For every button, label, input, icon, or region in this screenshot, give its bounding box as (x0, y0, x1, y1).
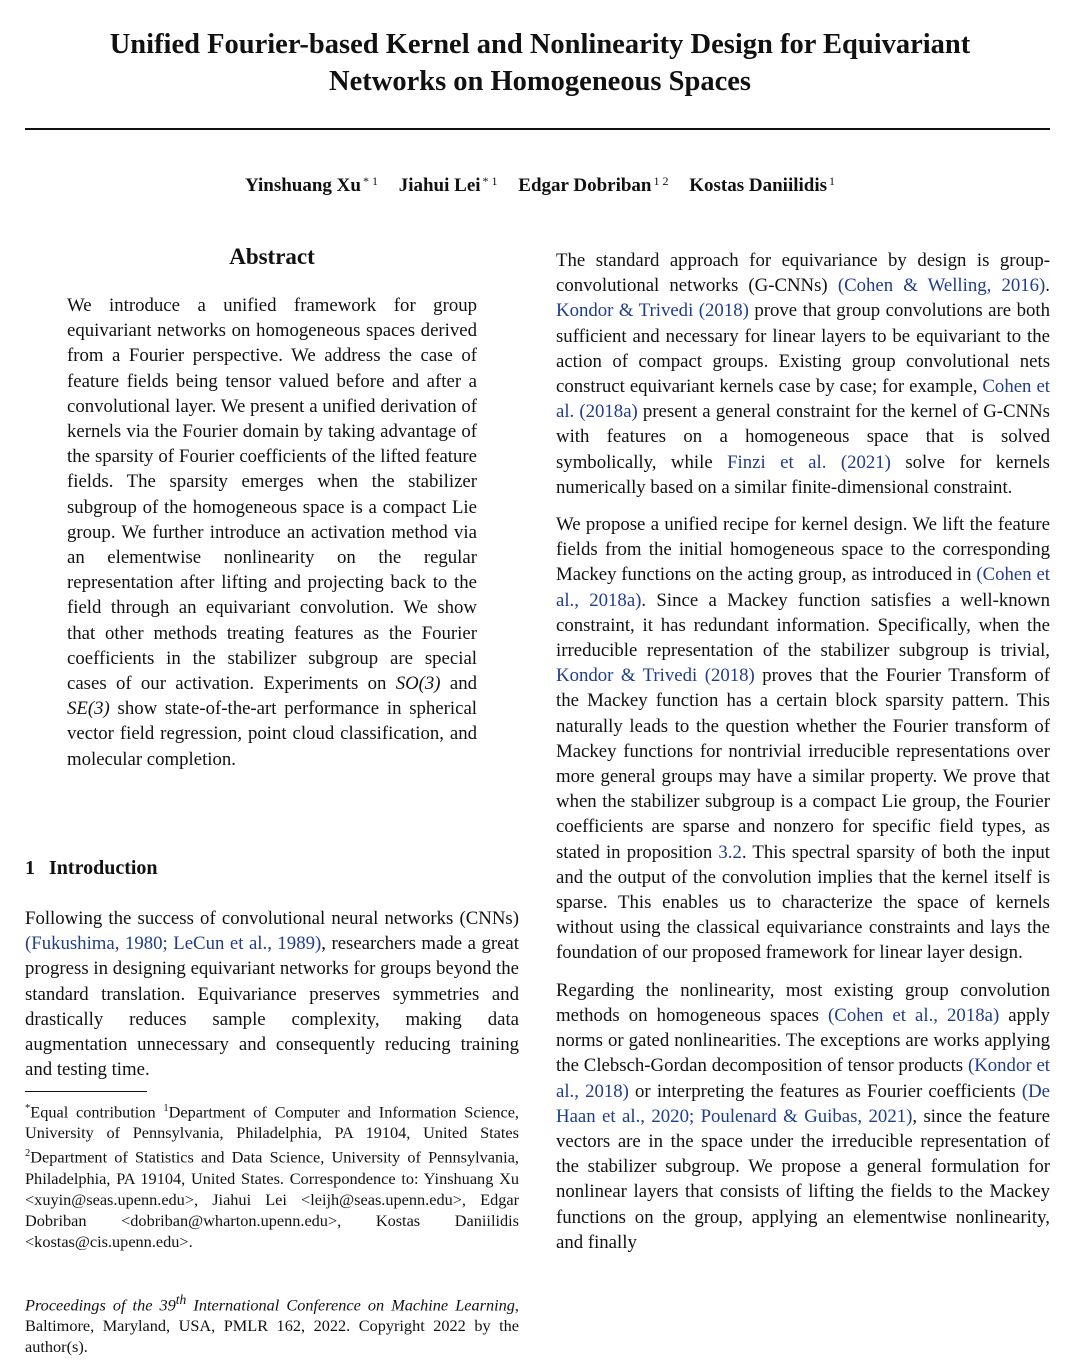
intro-paragraph: Following the success of convolutional neural networks (CNNs) (Fukushima, 1980; LeCun et al., 1989), researchers made a great progress in designing equivariant networks for groups beyond the standard translation. Equivariance preserves symmetries and drastically reduces sample complexity, making data augmentation unnecessary and consequently reducing training and testing time. (25, 908, 519, 1081)
body-text: or interpreting the features as Fourier coefficients (628, 1080, 1022, 1102)
body-text: Regarding the nonlinearity, most existing group convolution methods on homogeneous spaces (556, 979, 1050, 1026)
body-text: . This spectral sparsity of both the input and the output of the convolution implies that the kernel itself is sparse. This enables us to characterize the space of kernels without using the classical equivariance constraints and lays the foundation of our proposed framework for linear layer design. (556, 841, 1050, 964)
body-paragraph-1 (556, 248, 1050, 500)
body-paragraph-3 (556, 978, 1050, 1255)
author: Edgar Dobriban $^{1 2}$ (518, 174, 669, 196)
title-rule (25, 128, 1050, 130)
section-heading-introduction (25, 857, 158, 880)
section-number: 1 (25, 857, 35, 879)
author-list (0, 174, 1080, 197)
paper-title-line-2: Networks on Homogeneous Spaces (329, 66, 751, 97)
author: Jiahui Lei $^{* 1}$ (398, 174, 498, 196)
citation-link[interactable]: (Cohen et al., 2018a) (556, 564, 1050, 611)
math-se3: SE(3) (67, 698, 110, 720)
paper-title-line-1: Unified Fourier-based Kernel and Nonlinearity Design for Equivariant (109, 29, 971, 60)
citation-link[interactable]: (Fukushima, 1980; LeCun et al., 1989) (25, 933, 322, 955)
math-so3: SO(3) (395, 673, 441, 695)
author: Kostas Daniilidis $^1$ (689, 174, 836, 196)
body-text: . (1045, 275, 1050, 297)
right-column (556, 248, 1050, 1267)
body-text: prove that group convolutions are both sufficient and necessary for linear layers to be equivariant to the action of compact groups. Existing group convolutional nets construct equivariant kernels case by case; for example, (556, 300, 1050, 398)
body-text: , since the feature vectors are in the space under the irreducible representation of the stabilizer subgroup. We propose a general formulation for nonlinear layers that consists of lifting the fields to the Mackey functions on the group, applying an elementwise nonlinearity, and finally (556, 1105, 1050, 1253)
proceedings-note: Proceedings of the 39th International Conference on Machine Learning, Baltimore, Maryland, USA, PMLR 162, 2022. Copyright 2022 by the author(s). (25, 1292, 519, 1357)
citation-link[interactable]: Kondor & Trivedi (2018) (556, 665, 755, 687)
citation-link[interactable]: Finzi et al. (2021) (727, 451, 891, 473)
abstract-text: We introduce a unified framework for group equivariant networks on homogeneous spaces derived from a Fourier perspective. We address the case of feature fields being tensor valued before and after a convolutional layer. We present a unified derivation of kernels via the Fourier domain by taking advantage of the sparsity of Fourier coefficients of the lifted feature fields. The sparsity emerges when the stabilizer subgroup of the homogeneous space is a compact Lie group. We further introduce an activation method via an elementwise nonlinearity on the regular representation after lifting and projecting back to the field through an equivariant convolution. We show that other methods treating features as the Fourier coefficients in the stabilizer subgroup are special cases of our activation. Experiments on SO(3) and SE(3) show state-of-the-art performance in spherical vector field regression, point cloud classification, and molecular completion. (67, 295, 477, 770)
section-title: Introduction (49, 857, 158, 879)
body-text: The standard approach for equivariance by design is group-convolutional networks (G-CNNs) (556, 250, 1050, 297)
paper-title (40, 26, 1040, 100)
body-text: present a general constraint for the kernel of G-CNNs with features on a homogeneous space that is solved symbolically, while (556, 401, 1050, 473)
footnote-rule (25, 1091, 147, 1092)
body-text: . Since a Mackey function satisfies a well-known constraint, it has redundant information. Specifically, when the irreducible representation of the stabilizer subgroup is trivial, (556, 589, 1051, 662)
citation-link[interactable]: (Kondor et al., 2018) (556, 1055, 1050, 1102)
citation-link[interactable]: (De Haan et al., 2020; Poulenard & Guibas, 2021) (556, 1080, 1050, 1127)
abstract-heading: Abstract (229, 244, 315, 269)
body-text: proves that the Fourier Transform of the Mackey function has a certain block sparsity pattern. This naturally leads to the question whether the Fourier transform of Mackey functions for nontrivial irreducible representations over more general groups may have a similar property. We prove that when the stabilizer subgroup is a compact Lie group, the Fourier coefficients are sparse and nonzero for specific field types, as stated in proposition (556, 665, 1050, 863)
body-paragraph-2 (556, 512, 1050, 966)
citation-link[interactable]: (Cohen et al., 2018a) (828, 1004, 1000, 1026)
author: Yinshuang Xu $^{* 1}$ (244, 174, 378, 196)
body-text: solve for kernels numerically based on a similar finite-dimensional constraint. (556, 451, 1050, 498)
citation-link[interactable]: (Cohen & Welling, 2016) (837, 275, 1046, 297)
body-text: apply norms or gated nonlinearities. The exceptions are works applying the Clebsch-Gordan decomposition of tensor products (556, 1004, 1050, 1077)
body-text: We propose a unified recipe for kernel design. We lift the feature fields from the initial homogeneous space to the corresponding Mackey functions on the acting group, as introduced in (556, 514, 1050, 586)
citation-link[interactable]: 3.2 (718, 841, 742, 863)
citation-link[interactable]: Kondor & Trivedi (2018) (556, 300, 749, 322)
footnote-affiliations: *Equal contribution $^1$Department of Computer and Information Science, University of Pennsylvania, Philadelphia, PA 19104, United States $^2$Department of Statistics and Data Science, University of Pennsylvania, Philadelphia, PA 19104, United States. Correspondence to: Yinshuang Xu <xuyin@seas.upenn.edu>, Jiahui Lei <leijh@seas.upenn.edu>, Edgar Dobriban <dobriban@wharton.upenn.edu>, Kostas Daniilidis <kostas@cis.upenn.edu>. (25, 1102, 520, 1251)
citation-link[interactable]: Cohen et al. (2018a) (556, 376, 1050, 423)
